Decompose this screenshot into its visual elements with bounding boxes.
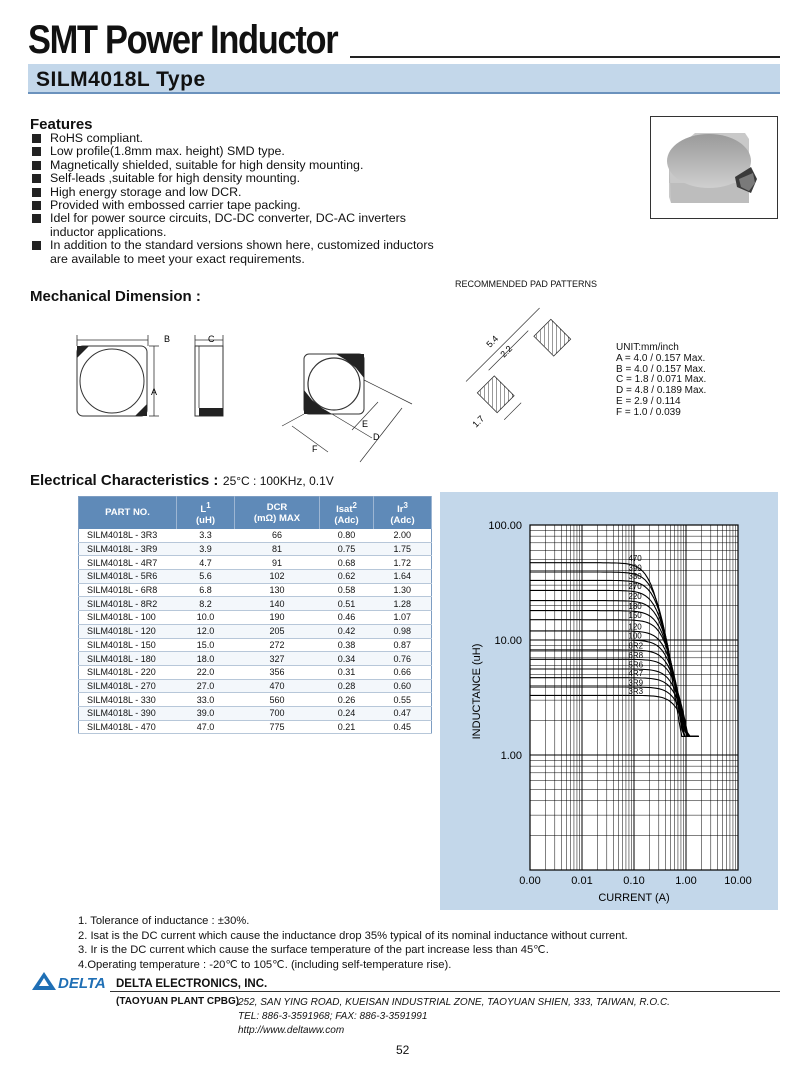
table-cell: 0.26 [320, 693, 374, 707]
table-cell: 327 [235, 652, 320, 666]
table-cell: 91 [235, 556, 320, 570]
bullet-icon [32, 161, 41, 170]
delta-logo [30, 970, 110, 992]
plant-name: (TAOYUAN PLANT CPBG) [116, 996, 240, 1007]
dim-label-c: C [208, 334, 215, 344]
table-cell: SILM4018L - 3R9 [79, 542, 177, 556]
mechanical-drawings [60, 320, 440, 470]
x-tick-label: 0.00 [519, 875, 541, 887]
table-cell: 3.3 [177, 529, 235, 543]
bullet-icon [32, 201, 41, 210]
table-row [79, 529, 432, 543]
y-tick-label: 10.00 [494, 635, 522, 647]
table-cell: 33.0 [177, 693, 235, 707]
dim-label-a: A [151, 387, 158, 397]
table-cell: 5.6 [177, 570, 235, 584]
table-cell: 0.75 [320, 542, 374, 556]
table-cell: 140 [235, 597, 320, 611]
table-cell: 0.45 [374, 720, 432, 734]
footer-rule [110, 991, 780, 992]
table-cell: 1.28 [374, 597, 432, 611]
feature-item [32, 239, 462, 266]
table-cell: 39.0 [177, 706, 235, 720]
pad-pattern-drawing [440, 292, 610, 440]
table-cell: 470 [235, 679, 320, 693]
table-cell: 0.76 [374, 652, 432, 666]
bullet-icon [32, 134, 41, 143]
table-cell: 18.0 [177, 652, 235, 666]
series-label: 330 [628, 571, 642, 581]
features-heading: Features [30, 116, 93, 133]
table-cell: 0.34 [320, 652, 374, 666]
table-cell: 0.80 [320, 529, 374, 543]
dim-label-d: D [373, 432, 380, 442]
bullet-icon [32, 174, 41, 183]
electrical-table [78, 496, 432, 734]
series-label: 180 [628, 602, 642, 612]
table-cell: 0.42 [320, 624, 374, 638]
note-item: 2. Isat is the DC current which cause the inductance drop 35% typical of its nominal inductance without current. [78, 929, 628, 942]
table-cell: 130 [235, 583, 320, 597]
series-label: 4R7 [628, 669, 644, 679]
feature-text: Provided with embossed carrier tape packing. [50, 198, 301, 213]
table-row [79, 665, 432, 679]
delta-logo-text: DELTA [58, 975, 106, 992]
table-row [79, 570, 432, 584]
table-row [79, 542, 432, 556]
table-cell: SILM4018L - 6R8 [79, 583, 177, 597]
series-label: 120 [628, 622, 642, 632]
dim-label-f: F [312, 444, 318, 454]
table-cell: 205 [235, 624, 320, 638]
table-row [79, 611, 432, 625]
table-cell: 1.75 [374, 542, 432, 556]
product-type-title: SILM4018L Type [36, 68, 206, 91]
table-cell: 0.38 [320, 638, 374, 652]
table-cell: 0.68 [320, 556, 374, 570]
dimension-units: UNIT:mm/inch A = 4.0 / 0.157 Max. B = 4.0 / 0.157 Max. C = 1.8 / 0.071 Max. D = 4.8 / 0.189 Max. E = 2.9 / 0.114 F = 1.0 / 0.039 [616, 342, 707, 418]
table-row [79, 720, 432, 734]
test-condition: 25°C : 100KHz, 0.1V [222, 474, 334, 488]
table-cell: SILM4018L - 470 [79, 720, 177, 734]
bullet-icon [32, 147, 41, 156]
table-cell: 0.28 [320, 679, 374, 693]
col-inductance: $L^1$ (uH) [177, 497, 235, 529]
table-row [79, 624, 432, 638]
mechanical-heading: Mechanical Dimension : [30, 288, 201, 305]
table-cell: 0.21 [320, 720, 374, 734]
table-cell: 700 [235, 706, 320, 720]
table-cell: 0.51 [320, 597, 374, 611]
table-cell: 0.31 [320, 665, 374, 679]
table-cell: 27.0 [177, 679, 235, 693]
feature-text: Idel for power source circuits, DC-DC converter, DC-AC inverters inductor applications. [50, 211, 406, 239]
table-cell: 1.30 [374, 583, 432, 597]
table-cell: 81 [235, 542, 320, 556]
bullet-icon [32, 241, 41, 250]
table-cell: 8.2 [177, 597, 235, 611]
table-cell: SILM4018L - 3R3 [79, 529, 177, 543]
table-cell: 775 [235, 720, 320, 734]
table-cell: 0.24 [320, 706, 374, 720]
table-cell: 10.0 [177, 611, 235, 625]
table-cell: SILM4018L - 120 [79, 624, 177, 638]
inductance-vs-current-chart [440, 492, 778, 910]
dim-label-e: E [362, 419, 369, 429]
table-cell: 0.60 [374, 679, 432, 693]
page-number: 52 [396, 1043, 410, 1057]
table-cell: 0.98 [374, 624, 432, 638]
table-cell: 190 [235, 611, 320, 625]
feature-item [32, 132, 462, 145]
table-cell: 3.9 [177, 542, 235, 556]
x-tick-label: 1.00 [675, 875, 697, 887]
table-header-row [79, 497, 432, 529]
series-label: 100 [628, 631, 642, 641]
website-link[interactable]: http://www.deltaww.com [238, 1025, 345, 1036]
table-cell: SILM4018L - 8R2 [79, 597, 177, 611]
series-label: 3R3 [628, 686, 644, 696]
feature-text: High energy storage and low DCR. [50, 184, 242, 199]
note-item: 4.Operating temperature : -20℃ to 105℃. (including self-temperature rise). [78, 958, 452, 971]
table-cell: SILM4018L - 220 [79, 665, 177, 679]
table-row [79, 679, 432, 693]
x-tick-label: 0.01 [571, 875, 593, 887]
table-cell: SILM4018L - 180 [79, 652, 177, 666]
feature-item [32, 212, 462, 239]
table-row [79, 583, 432, 597]
table-cell: 66 [235, 529, 320, 543]
table-cell: SILM4018L - 150 [79, 638, 177, 652]
series-label: 8R2 [628, 641, 644, 651]
y-tick-label: 100.00 [488, 520, 522, 532]
table-cell: 0.55 [374, 693, 432, 707]
feature-text: Magnetically shielded, suitable for high density mounting. [50, 157, 364, 172]
table-cell: 15.0 [177, 638, 235, 652]
col-ir: Ir$^3$ (Adc) [374, 497, 432, 529]
table-cell: 102 [235, 570, 320, 584]
pad-dim-total: 5.4 [484, 333, 501, 350]
series-label: 220 [628, 592, 642, 602]
feature-text: Low profile(1.8mm max. height) SMD type. [50, 144, 285, 159]
table-cell: 4.7 [177, 556, 235, 570]
feature-item [32, 159, 462, 172]
top-view-drawing [77, 335, 159, 416]
table-cell: SILM4018L - 390 [79, 706, 177, 720]
feature-text: In addition to the standard versions shown here, customized inductors are available to meet your exact requirements. [50, 238, 434, 266]
table-cell: 1.07 [374, 611, 432, 625]
y-axis-label: INDUCTANCE (uH) [471, 643, 483, 740]
feature-item [32, 172, 462, 185]
x-axis-label: CURRENT (A) [598, 892, 670, 904]
series-label: 270 [628, 581, 642, 591]
phone-fax: TEL: 886-3-3591968; FAX: 886-3-3591991 [238, 1011, 428, 1022]
dim-label-b: B [164, 334, 171, 344]
feature-text: Self-leads ,suitable for high density mounting. [50, 171, 301, 186]
table-cell: 2.00 [374, 529, 432, 543]
series-label: 150 [628, 611, 642, 621]
notes [78, 914, 628, 972]
feature-item [32, 199, 462, 212]
table-cell: 0.62 [320, 570, 374, 584]
feature-item [32, 186, 462, 199]
table-cell: SILM4018L - 100 [79, 611, 177, 625]
title-rule [350, 56, 780, 58]
table-row [79, 706, 432, 720]
table-row [79, 638, 432, 652]
pad-dim-width: 1.7 [470, 413, 487, 430]
col-part-no: PART NO. [79, 497, 177, 529]
table-cell: 22.0 [177, 665, 235, 679]
table-cell: 1.64 [374, 570, 432, 584]
pad-patterns-title: RECOMMENDED PAD PATTERNS [455, 279, 598, 289]
company-name: DELTA ELECTRONICS, INC. [116, 978, 268, 990]
table-cell: 560 [235, 693, 320, 707]
table-cell: 0.66 [374, 665, 432, 679]
table-cell: SILM4018L - 270 [79, 679, 177, 693]
series-label: 5R6 [628, 660, 644, 670]
note-item: 3. Ir is the DC current which cause the surface temperature of the part increase less than 45℃. [78, 944, 549, 957]
bullet-icon [32, 214, 41, 223]
series-label: 6R8 [628, 650, 644, 660]
x-tick-label: 0.10 [623, 875, 645, 887]
table-row [79, 693, 432, 707]
table-cell: 0.47 [374, 706, 432, 720]
bottom-view-drawing [282, 354, 412, 462]
series-label: 3R9 [628, 678, 644, 688]
table-cell: 0.58 [320, 583, 374, 597]
side-view-drawing [195, 335, 223, 416]
x-tick-label: 10.00 [724, 875, 752, 887]
series-label: 390 [628, 563, 642, 573]
table-cell: SILM4018L - 5R6 [79, 570, 177, 584]
table-row [79, 597, 432, 611]
y-tick-label: 1.00 [500, 750, 522, 762]
col-isat: Isat$^2$ (Adc) [320, 497, 374, 529]
feature-text: RoHS compliant. [50, 131, 143, 145]
table-cell: SILM4018L - 4R7 [79, 556, 177, 570]
electrical-heading [30, 472, 334, 490]
table-cell: 356 [235, 665, 320, 679]
address: 252, SAN YING ROAD, KUEISAN INDUSTRIAL ZONE, TAOYUAN SHIEN, 333, TAIWAN, R.O.C. [238, 997, 670, 1008]
note-item: 1. Tolerance of inductance : ±30%. [78, 915, 250, 927]
table-row [79, 556, 432, 570]
features-list [32, 132, 462, 266]
table-cell: 0.46 [320, 611, 374, 625]
inductance-chart-panel [440, 492, 778, 910]
table-cell: 1.72 [374, 556, 432, 570]
page-title: SMT Power Inductor [28, 18, 338, 62]
table-row [79, 652, 432, 666]
product-photo [650, 116, 778, 219]
series-label: 470 [628, 554, 642, 564]
bullet-icon [32, 188, 41, 197]
pad-dim-gap: 2.2 [498, 343, 515, 360]
table-cell: SILM4018L - 330 [79, 693, 177, 707]
feature-item [32, 145, 462, 158]
table-cell: 12.0 [177, 624, 235, 638]
table-cell: 0.87 [374, 638, 432, 652]
table-cell: 6.8 [177, 583, 235, 597]
table-cell: 47.0 [177, 720, 235, 734]
col-dcr: DCR (mΩ) MAX [235, 497, 320, 529]
address-block [238, 996, 670, 1038]
electrical-heading-text: Electrical Characteristics : [30, 472, 219, 489]
table-cell: 272 [235, 638, 320, 652]
